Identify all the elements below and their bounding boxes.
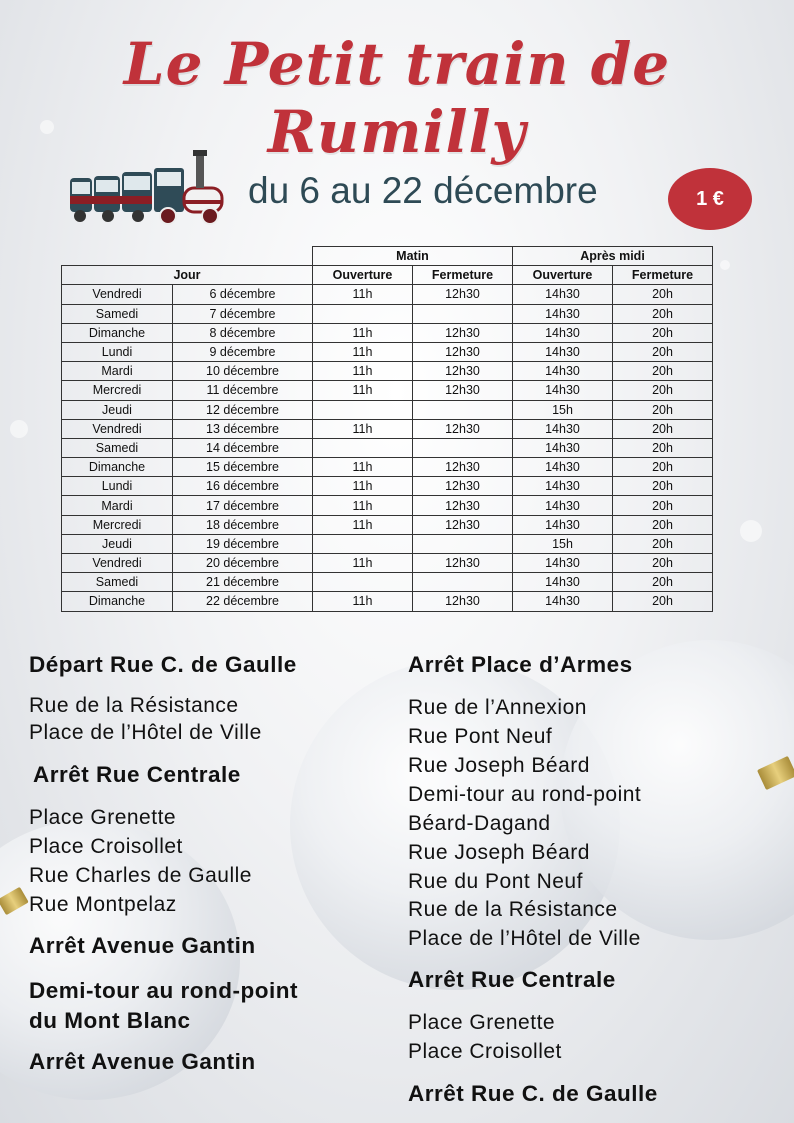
header-morning-open: Ouverture <box>313 266 413 285</box>
cell-afternoon-open: 14h30 <box>513 342 613 361</box>
cell-afternoon-open: 15h <box>513 534 613 553</box>
cell-weekday: Lundi <box>62 342 173 361</box>
table-header-row <box>62 266 713 285</box>
route-stop: Arrêt Rue Centrale <box>33 762 241 787</box>
cell-date: 9 décembre <box>173 342 313 361</box>
route-street: Rue du Pont Neuf <box>408 870 583 893</box>
cell-afternoon-open: 14h30 <box>513 477 613 496</box>
cell-afternoon-open: 14h30 <box>513 419 613 438</box>
cell-morning-close: 12h30 <box>413 515 513 534</box>
cell-afternoon-close: 20h <box>613 496 713 515</box>
route-street: Rue de la Résistance <box>29 694 239 717</box>
cell-weekday: Vendredi <box>62 419 173 438</box>
cell-weekday: Dimanche <box>62 458 173 477</box>
route-street: Rue de la Résistance <box>408 898 618 921</box>
cell-morning-open: 11h <box>313 458 413 477</box>
cell-morning-open <box>313 534 413 553</box>
cell-afternoon-close: 20h <box>613 458 713 477</box>
cell-afternoon-close: 20h <box>613 534 713 553</box>
cell-afternoon-close: 20h <box>613 400 713 419</box>
cell-date: 6 décembre <box>173 285 313 304</box>
cell-weekday: Mercredi <box>62 515 173 534</box>
table-row <box>62 304 713 323</box>
cell-afternoon-close: 20h <box>613 285 713 304</box>
cell-afternoon-open: 14h30 <box>513 362 613 381</box>
cell-weekday: Samedi <box>62 573 173 592</box>
table-row <box>62 323 713 342</box>
route-street: Place Croisollet <box>408 1040 562 1063</box>
cell-afternoon-open: 14h30 <box>513 554 613 573</box>
cell-morning-open <box>313 573 413 592</box>
cell-afternoon-open: 14h30 <box>513 458 613 477</box>
cell-morning-open: 11h <box>313 592 413 611</box>
table-row <box>62 285 713 304</box>
table-row <box>62 515 713 534</box>
route-street: Rue Charles de Gaulle <box>29 864 252 887</box>
date-range: du 6 au 22 décembre <box>248 170 598 211</box>
cell-morning-open: 11h <box>313 477 413 496</box>
cell-morning-open: 11h <box>313 362 413 381</box>
header-afternoon: Après midi <box>513 247 713 266</box>
cell-weekday: Dimanche <box>62 592 173 611</box>
route-stop: Arrêt Avenue Gantin <box>29 933 256 958</box>
cell-weekday: Mercredi <box>62 381 173 400</box>
route-street: Place Croisollet <box>29 835 183 858</box>
cell-morning-close: 12h30 <box>413 458 513 477</box>
cell-weekday: Lundi <box>62 477 173 496</box>
table-row <box>62 381 713 400</box>
route-stop: Arrêt Place d’Armes <box>408 652 633 677</box>
cell-afternoon-open: 15h <box>513 400 613 419</box>
table-row <box>62 573 713 592</box>
cell-morning-open: 11h <box>313 496 413 515</box>
cell-weekday: Jeudi <box>62 534 173 553</box>
cell-morning-close <box>413 438 513 457</box>
cell-date: 7 décembre <box>173 304 313 323</box>
cell-afternoon-close: 20h <box>613 573 713 592</box>
cell-morning-open <box>313 400 413 419</box>
schedule-table <box>61 246 713 612</box>
table-row <box>62 534 713 553</box>
route-street: Place Grenette <box>408 1011 556 1034</box>
cell-weekday: Vendredi <box>62 285 173 304</box>
cell-afternoon-close: 20h <box>613 342 713 361</box>
cell-morning-close: 12h30 <box>413 323 513 342</box>
cell-morning-open <box>313 304 413 323</box>
cell-morning-open: 11h <box>313 323 413 342</box>
cell-date: 14 décembre <box>173 438 313 457</box>
table-row <box>62 496 713 515</box>
cell-morning-close: 12h30 <box>413 592 513 611</box>
cell-afternoon-close: 20h <box>613 304 713 323</box>
cell-date: 17 décembre <box>173 496 313 515</box>
cell-afternoon-open: 14h30 <box>513 515 613 534</box>
route-street: Rue Pont Neuf <box>408 725 553 748</box>
cell-morning-close <box>413 573 513 592</box>
table-row <box>62 400 713 419</box>
cell-date: 11 décembre <box>173 381 313 400</box>
cell-morning-open: 11h <box>313 381 413 400</box>
route-street: Place Grenette <box>29 806 177 829</box>
cell-morning-open: 11h <box>313 554 413 573</box>
route-stop: Départ Rue C. de Gaulle <box>29 652 297 677</box>
cell-afternoon-open: 14h30 <box>513 285 613 304</box>
page-title: Le Petit train de Rumilly <box>123 30 671 166</box>
cell-date: 16 décembre <box>173 477 313 496</box>
cell-date: 18 décembre <box>173 515 313 534</box>
cell-afternoon-close: 20h <box>613 323 713 342</box>
table-row <box>62 342 713 361</box>
route-stop: Demi-tour au rond-point <box>29 978 298 1003</box>
cell-morning-close: 12h30 <box>413 496 513 515</box>
cell-morning-close: 12h30 <box>413 381 513 400</box>
table-row <box>62 477 713 496</box>
route-street: Rue de l’Annexion <box>408 696 587 719</box>
cell-afternoon-open: 14h30 <box>513 573 613 592</box>
price-badge: 1 € <box>668 168 752 230</box>
route-street: Place de l’Hôtel de Ville <box>29 721 262 744</box>
cell-afternoon-close: 20h <box>613 477 713 496</box>
cell-date: 22 décembre <box>173 592 313 611</box>
cell-afternoon-close: 20h <box>613 381 713 400</box>
train-icon <box>68 148 228 230</box>
cell-date: 21 décembre <box>173 573 313 592</box>
schedule-body <box>62 285 713 611</box>
cell-afternoon-open: 14h30 <box>513 323 613 342</box>
route-stop: du Mont Blanc <box>29 1008 191 1033</box>
header-afternoon-open: Ouverture <box>513 266 613 285</box>
cell-afternoon-open: 14h30 <box>513 381 613 400</box>
cell-afternoon-close: 20h <box>613 362 713 381</box>
cell-afternoon-close: 20h <box>613 438 713 457</box>
cell-morning-open: 11h <box>313 419 413 438</box>
cell-date: 10 décembre <box>173 362 313 381</box>
cell-morning-close: 12h30 <box>413 342 513 361</box>
cell-morning-open <box>313 438 413 457</box>
cell-date: 20 décembre <box>173 554 313 573</box>
cell-weekday: Vendredi <box>62 554 173 573</box>
cell-date: 19 décembre <box>173 534 313 553</box>
cell-morning-close: 12h30 <box>413 285 513 304</box>
cell-morning-open: 11h <box>313 285 413 304</box>
table-row <box>62 554 713 573</box>
table-row <box>62 362 713 381</box>
cell-date: 8 décembre <box>173 323 313 342</box>
route-street: Rue Montpelaz <box>29 893 177 916</box>
header-afternoon-close: Fermeture <box>613 266 713 285</box>
cell-morning-close: 12h30 <box>413 419 513 438</box>
cell-afternoon-close: 20h <box>613 515 713 534</box>
cell-weekday: Mardi <box>62 362 173 381</box>
cell-afternoon-open: 14h30 <box>513 304 613 323</box>
route-stop: Arrêt Rue C. de Gaulle <box>408 1081 658 1106</box>
header-morning: Matin <box>313 247 513 266</box>
table-row <box>62 438 713 457</box>
cell-morning-open: 11h <box>313 342 413 361</box>
cell-morning-close: 12h30 <box>413 554 513 573</box>
cell-afternoon-close: 20h <box>613 419 713 438</box>
route-stop: Arrêt Avenue Gantin <box>29 1049 256 1074</box>
route-street: Place de l’Hôtel de Ville <box>408 927 641 950</box>
route-stop: Arrêt Rue Centrale <box>408 967 616 992</box>
table-group-header-row <box>62 247 713 266</box>
cell-weekday: Mardi <box>62 496 173 515</box>
cell-morning-close: 12h30 <box>413 362 513 381</box>
cell-date: 13 décembre <box>173 419 313 438</box>
cell-morning-close <box>413 534 513 553</box>
route-street: Demi-tour au rond-point <box>408 783 642 806</box>
cell-date: 15 décembre <box>173 458 313 477</box>
header-morning-close: Fermeture <box>413 266 513 285</box>
route-street: Rue Joseph Béard <box>408 841 590 864</box>
cell-afternoon-close: 20h <box>613 592 713 611</box>
route-street: Rue Joseph Béard <box>408 754 590 777</box>
cell-afternoon-close: 20h <box>613 554 713 573</box>
table-row <box>62 592 713 611</box>
cell-afternoon-open: 14h30 <box>513 438 613 457</box>
table-row <box>62 458 713 477</box>
header-day: Jour <box>62 266 313 285</box>
cell-weekday: Jeudi <box>62 400 173 419</box>
cell-morning-close <box>413 400 513 419</box>
cell-afternoon-open: 14h30 <box>513 592 613 611</box>
cell-weekday: Samedi <box>62 304 173 323</box>
cell-date: 12 décembre <box>173 400 313 419</box>
cell-morning-close: 12h30 <box>413 477 513 496</box>
cell-weekday: Samedi <box>62 438 173 457</box>
cell-afternoon-open: 14h30 <box>513 496 613 515</box>
route-street: Béard-Dagand <box>408 812 551 835</box>
cell-morning-open: 11h <box>313 515 413 534</box>
cell-weekday: Dimanche <box>62 323 173 342</box>
table-row <box>62 419 713 438</box>
cell-morning-close <box>413 304 513 323</box>
